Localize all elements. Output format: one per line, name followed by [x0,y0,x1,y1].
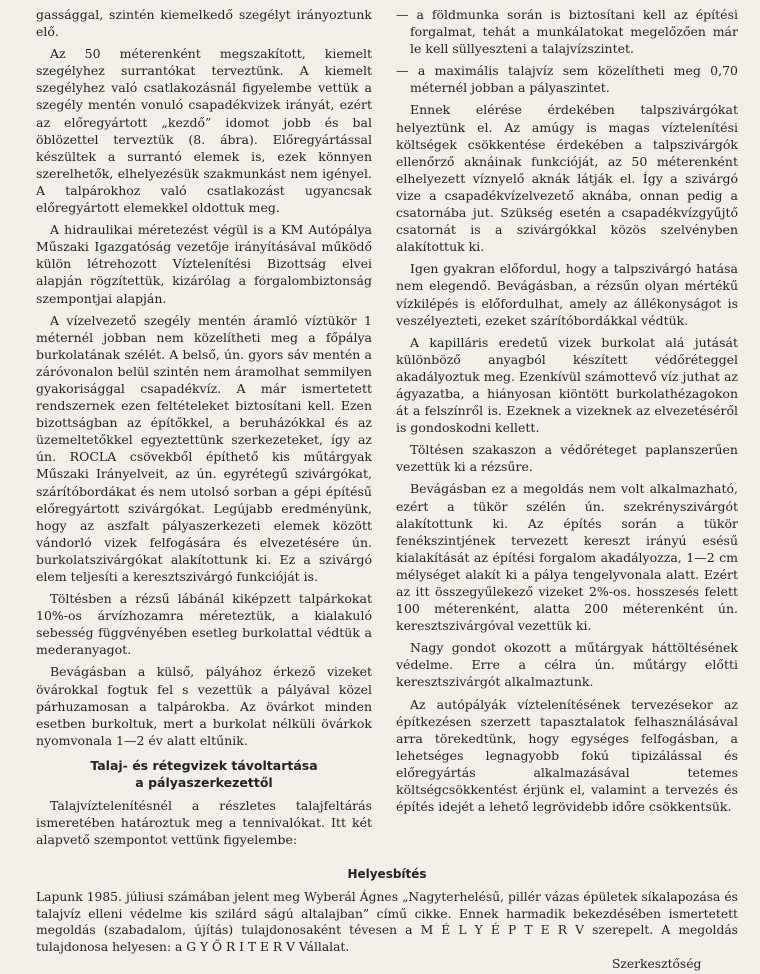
body-paragraph: Töltésen szakaszon a védőréteget paplanszerűen vezettük ki a rézsűre. [396,442,738,475]
body-paragraph: A hidraulikai méretezést végül is a KM Autópálya Műszaki Igazgatóság vezetője irányításával működő külön létrehozott Víztelenítési Bizottság elvei alapján rögzítettük, kizárólag a forgalombiztonság szempontjai alapján. [36,222,372,306]
section-heading-line1: Talaj- és rétegvizek távoltartása [90,757,318,773]
body-paragraph: A vízelvezető szegély mentén áramló víztükör 1 méternél jobban nem közelítheti meg a főpálya burkolatának szélét. A belső, ún. gyors sáv mentén a záróvonalon belül szintén nem áramolhat semmilyen gyakorisággal csapadékvíz. A már ismertetett rendszernek ezen feltételeket biztosítani kell. Ezen bizottságban az építőkkel, a beruházókkal és az üzemeltetőkkel egyeztettünk szerkezeteket, így az ún. ROCLA csövekből építhető kis műtárgyak Műszaki Irányelveit, az ún. egyrétegű szivárgókat, szárítóbordákat és nem utolsó sorban a gépi építésű előregyártott szivárgókat. Legújabb eredményünk, hogy az aszfalt pályaszerkezeti elemek között vándorló vizek felfogására és elvezetésére ún. burkolatszivárgókat alakítottunk ki. Ez a szivárgó elem teljesíti a keresztszivárgó funkcióját is. [36,312,372,584]
body-paragraph: Bevágásban a külső, pályához érkező vizeket övárokkal fogtuk fel s vezettük a pályával közel párhuzamosan a talpárokba. Az övárkot minden esetben burkoltuk, mert a burkolat nélküli övárkok nyomvonala 1—2 év alatt eltűnik. [36,664,372,748]
body-paragraph: Talajvíztelenítésnél a részletes talajfeltárás ismeretében határoztuk meg a tennivalókat. Itt két alapvető szempontot vettünk figyelembe: [36,797,372,848]
body-paragraph: Az 50 méterenként megszakított, kiemelt szegélyhez surrantókat terveztünk. A kiemelt szegélyhez való csatlakozásnál figyelembe vettük a szegély mentén vonuló csapadékvizek irányát, ezért az előregyártott „kezdő” idomot jobb és bal öblözettel terveztük (8. ábra). Előregyártással készültek a surrantó elemek is, ezek könnyen szerelhetők, elhelyezésük szakmunkást nem igényel. A talpárokhoz való csatlakozást ugyancsak előregyártott elemekkel oldottuk meg. [36,46,372,216]
body-paragraph: gassággal, szintén kiemelkedő szegélyt irányoztunk elő. [36,7,372,40]
section-heading-line2: a pályaszerkezettől [135,774,273,790]
correction-title: Helyesbítés [347,867,427,881]
body-paragraph: Bevágásban ez a megoldás nem volt alkalmazható, ezért a tükör szélén ún. szekrényszivárgót alakítottunk ki. Az építés során a tükör fenékszintjének tervezett kereszt irányú esésű kialakítását az építési forgalom akadályozza, 1—2 cm mélységet alakít ki a pálya tengelyvonala alatt. Ezért az itt összegyűlekező vizeket 2%-os. hosszesés felett 100 méterenként, alatta 200 méterenként ún. keresztszivárgóval vezettük ki. [396,481,738,634]
body-paragraph: Ennek elérése érdekében talpszivárgókat helyeztünk el. Az amúgy is magas víztelenítési költségek csökkentése érdekében a talpszivárgók ellenőrző aknáinak funkcióját, az 50 méterenként elhelyezett víznyelő aknák látják el. Így a szivárgó vize a csapadékvízelvezető aknába, onnan pedig a csatornába jut. Szükség esetén a csapadékvízgyűjtő csatornát is a szivárgókkal közös szelvényben alakítottuk ki. [396,102,738,255]
correction-text: Lapunk 1985. júliusi számában jelent meg Wyberál Ágnes „Nagyterhelésű, pillér vázas épületek síkalapozása és talajvíz elleni védelme kis szilárd ságú altalajban” című cikke. Ennek harmadik bekezdésében ismertetett megoldás (szabadalom, újítás) tulajdonosaként tévesen a M É L Y É P T E R V szerepelt. A megoldás tulajdonosa helyesen: a G Y Ő R I T E R V Vállalat. [36,890,738,954]
body-paragraph: A kapilláris eredetű vizek burkolat alá jutását különböző anyagból készített védőréteggel akadályoztuk meg. Ezenkívül számottevő víz juthat az ágyazatba, a hiányosan kiöntött burkolathézagokon át a felszínről is. Ezeknek a vizeknek az elvezetéséről is gondoskodni kellett. [396,334,738,436]
correction-notice [36,867,738,955]
body-paragraph: Nagy gondot okozott a műtárgyak háttöltésének védelme. Erre a célra ún. műtárgy előtti keresztszivárgót alkalmaztunk. [396,640,738,690]
section-heading [36,757,372,791]
right-column [396,6,738,820]
dash-list-item: — a maximális talajvíz sem közelítheti meg 0,70 méternél jobban a pályaszintet. [396,62,738,96]
body-paragraph: Igen gyakran előfordul, hogy a talpszivárgó hatása nem elegendő. Bevágásban, a rézsűn olyan mértékű vízkilépés is előfordulhat, amely az állékonyságot is veszélyezteti, ezeket szárítóbordákkal védtük. [396,261,738,328]
body-paragraph: Az autópályák víztelenítésének tervezésekor az építkezésen szerzett tapasztalatok felhasználásával arra törekedtünk, hogy egységes felfogásban, a lehetséges legnagyobb fokú tipizálással és előregyártás alkalmazásával tetemes költségcsökkentést érjünk el, valamint a tervezés és építés idejét a lehető legrövidebb időre csökkentsük. [396,696,738,815]
left-column [36,6,372,853]
dash-list-item: — a földmunka során is biztosítani kell az építési forgalmat, tehát a munkálatokat megelőzően már le kell süllyeszteni a talajvízszintet. [396,6,738,57]
body-paragraph: Töltésben a rézsű lábánál kiképzett talpárkokat 10%-os árvízhozamra méreteztük, a kialakuló sebesség függvényében esetleg burkolattal védtük a mederanyagot. [36,591,372,658]
editorial-signature: Szerkesztőség [612,957,702,971]
